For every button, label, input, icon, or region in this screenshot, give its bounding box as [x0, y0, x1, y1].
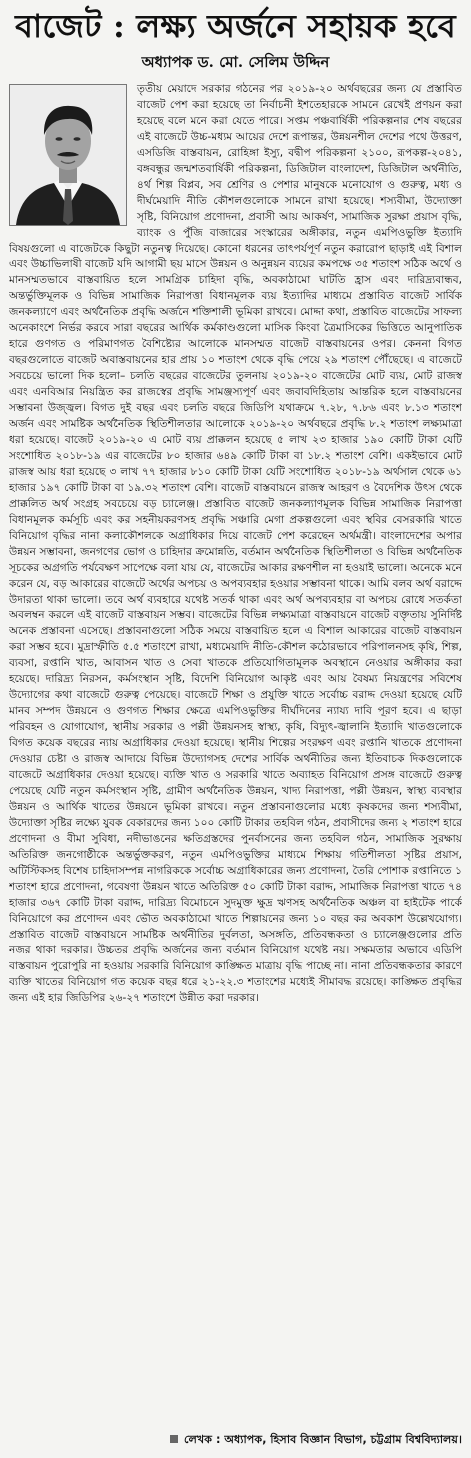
author-byline: অধ্যাপক ড. মো. সেলিম উদ্দিন [141, 53, 330, 71]
author-credit-text: লেখক : অধ্যাপক, হিসাব বিজ্ঞান বিভাগ, চট্টগ্রাম বিশ্ববিদ্যালয়। [184, 1433, 462, 1446]
author-credit-line [9, 1432, 462, 1448]
article-body-text: তৃতীয় মেয়াদে সরকার গঠনের পর ২০১৯-২০ অর্থবছরের জন্য যে প্রস্তাবিত বাজেট পেশ করা হয়েছে তা নির্বাচনী ইশতেহারকে সামনে রেখেই প্রণয়ন করা হয়েছে বলে মনে করা যেতে পারে। সপ্তম পঞ্চবার্ষিকী পরিকল্পনার শেষ বছরের এই বাজেটে উচ্চ-মধ্যম আয়ের দেশে রূপান্তর, উন্নয়নশীল দেশের পথে উত্তরণ, এসডিজি বাস্তবায়ন, রোহিঙ্গা ইস্যু, বদ্বীপ পরিকল্পনা ২১০০, রূপকল্প-২০৪১, বঙ্গবন্ধুর জন্মশতবার্ষিকী পরিকল্পনা, ডিজিটাল বাংলাদেশ, ডিজিটাল অর্থনীতি, ৪র্থ শিল্প বিপ্লব, সব শ্রেণির ও পেশার মানুষকে মনোযোগ ও গুরুত্ব, মধ্য ও দীর্ঘমেয়াদি নীতি কৌশলগুলোকে সামনে রাখা হয়েছে। শস্যবীমা, উদ্যোক্তা সৃষ্টি, বিনিয়োগ প্রণোদনা, প্রবাসী আয় আকর্ষণ, সামাজিক সুরক্ষা প্রয়াস বৃদ্ধি, ব্যাংক ও পুঁজি বাজারের সংস্কারের অঙ্গীকার, নতুন এমপিওভুক্তি ইত্যাদি বিষয়গুলো এ বাজেটকে কিছুটা নতুনত্ব দিয়েছে। কোনো ধরনের তাৎপর্যপূর্ণ নতুন করারোপ ছাড়াই এই বিশাল এবং উচ্চাভিলাষী বাজেট যদি আগামী ছয় মাসে উন্নয়ন ও অনুন্নয়ন ব্যয়ের কমপক্ষে ৩৫ শতাংশ সঠিক অর্থে ও মানসম্মতভাবে বাস্তবায়িত হলে সামগ্রিক চাহিদা বৃদ্ধি, অবকাঠামো ঘাটতি হ্রাস এবং দারিদ্র্যবান্ধব, অন্তর্ভুক্তিমূলক ও বিভিন্ন সামাজিক নিরাপত্তা বিধানমূলক ব্যয় ইত্যাদির মাধ্যমে প্রস্তাবিত বাজেট সার্বিক জনকল্যাণে এবং অর্থনৈতিক প্রবৃদ্ধি অর্জনে শক্তিশালী ভূমিকা রাখবে। মোদ্দা কথা, প্রস্তাবিত বাজেটের সাফল্য অনেকাংশে নির্ভর করবে সারা বছরের আর্থিক কর্মকাণ্ডগুলো মাসিক কিংবা ত্রৈমাসিকের ভিত্তিতে আনুপাতিক হারে গুণগত ও পরিমাণগত বৈশিষ্ট্যের আলোকে মানসম্মত বাজেট বাস্তবায়নের ওপর। কেননা বিগত বছরগুলোতে বাজেট অবাস্তবায়নের হার প্রায় ১০ শতাংশ থেকে বৃদ্ধি পেয়ে ২৯ শতাংশ পৌঁছেছে। এ বাজেটে সবচেয়ে ভালো দিক হলো– চলতি বছরের বাজেটের তুলনায় ২০১৯-২০ বাজেটের মোট ব্যয়, মোট রাজস্ব এবং এনবিআর নিয়ন্ত্রিত কর রাজস্বের প্রবৃদ্ধি সামঞ্জস্যপূর্ণ এবং জবাবদিহিতায় আন্তরিক হলে বাস্তবায়নের সম্ভাবনা উজ্জ্বল। বিগত দুই বছর এবং চলতি বছরে জিডিপি যথাক্রমে ৭.২৮, ৭.৮৬ এবং ৮.১৩ শতাংশ অর্জন এবং সামষ্টিক অর্থনৈতিক স্থিতিশীলতার আলোকে ২০১৯-২০ অর্থবছরে প্রবৃদ্ধি ৮.২ শতাংশ লক্ষ্যমাত্রা ধরা হয়েছে। বাজেট ২০১৯-২০ এ মোট ব্যয় প্রাক্কলন হয়েছে ৫ লাখ ২৩ হাজার ১৯০ কোটি টাকা যেটি সংশোধিত ২০১৮-১৯ এর বাজেটের ৮০ হাজার ৬৪৯ কোটি টাকা বা ১৮.২ শতাংশ বেশি। একইভাবে মোট রাজস্ব আয় ধরা হয়েছে ৩ লাখ ৭৭ হাজার ৮১০ কোটি টাকা যেটি সংশোধিত ২০১৮-১৯ অর্থসাল থেকে ৬১ হাজার ১৯৭ কোটি টাকা বা ১৯.৩২ শতাংশ বেশি। বাজেট বাস্তবায়নে রাজস্ব আহরণ ও বৈদেশিক উৎস থেকে প্রাক্কলিত অর্থ সংগ্রহ সবচেয়ে বড় চ্যালেঞ্জ। প্রস্তাবিত বাজেট জনকল্যাণমূলক বিভিন্ন সামাজিক নিরাপত্তা বিধানমূলক কর্মসূচি এবং কর সহনীয়করণসহ প্রবৃদ্ধি সঞ্চারি মেগা প্রকল্পগুলো এবং স্থবির বেসরকারি খাতে বিনিয়োগ বৃদ্ধির নানা কলাকৌশলকে অগ্রাধিকার দিয়ে বাজেট পেশ করেছেন অর্থমন্ত্রী। বাংলাদেশের অপার উন্নয়ন সম্ভাবনা, জনগণের ভোগ ও চাহিদার ক্রমোন্নতি, বর্তমান অর্থনৈতিক স্থিতিশীলতা ও বিভিন্ন অর্থনৈতিক সূচকের অগ্রগতি পর্যবেক্ষণ সাপেক্ষে বলা যায় যে, বাজেটের আকার রক্ষণশীল না হওয়াই ভালো। অনেকে মনে করেন যে, বড় আকারের বাজেটে অর্থের অপচয় ও অপব্যবহার হওয়ার সম্ভাবনা থাকে। আমি বলব অর্থ বরাদ্দে উদারতা থাকা ভালো। তবে অর্থ ব্যবহারে যথেষ্ট সতর্ক থাকা এবং অর্থ অপব্যবহার বা অপচয় রোধে সতর্কতা অবলম্বন করলে এই বাজেট বাস্তবায়ন সম্ভব। বাজেটের বিভিন্ন লক্ষ্যমাত্রা বাস্তবায়নে বাজেট বক্তৃতায় সুনির্দিষ্ট অনেক প্রস্তাবনা এসেছে। প্রস্তাবনাগুলো সঠিক সময়ে বাস্তবায়িত হলে এ বিশাল আকারের বাজেট বাস্তবায়ন করা সম্ভব হবে। মুদ্রাস্ফীতি ৫.৫ শতাংশে রাখা, মধ্যমেয়াদি নীতি-কৌশল কঠোরভাবে পরিপালনসহ কৃষি, শিল্প, ব্যবসা, রপ্তানি খাত, আবাসন খাত ও সেবা খাতকে প্রতিযোগিতামূলক অবস্থানে নেওয়ার অঙ্গীকার করা হয়েছে। দারিদ্র্য নিরসন, কর্মসংস্থান সৃষ্টি, বিদেশি বিনিয়োগ আকৃষ্ট এবং আয় বৈষম্য নিয়ন্ত্রণের সবিশেষ উদ্যোগের কথা বাজেটে গুরুত্ব পেয়েছে। বাজেটে শিক্ষা ও প্রযুক্তি খাতে সর্বোচ্চ বরাদ্দ দেওয়া হয়েছে যেটি মানব সম্পদ উন্নয়নে ও গুণগত শিক্ষার ক্ষেত্রে এমপিওভুক্তির দীর্ঘদিনের ন্যায্য দাবি পূরণ হবে। এ ছাড়া পরিবহন ও যোগাযোগ, স্থানীয় সরকার ও পল্লী উন্নয়নসহ স্বাস্থ্য, কৃষি, বিদ্যুৎ-জ্বালানি ইত্যাদি খাতগুলোকে বিগত কয়েক বছরের ন্যায় অগ্রাধিকার দেওয়া হয়েছে। স্থানীয় শিল্পের সংরক্ষণ এবং রপ্তানি খাতকে প্রণোদনা দেওয়ার চেষ্টা ও রাজস্ব আদায়ে বিভিন্ন উদ্যোগসহ দেশের সার্বিক অর্থনীতির জন্য ইতিবাচক দিকগুলোকে বাজেটে অগ্রাধিকার দেওয়া হয়েছে। ব্যক্তি খাত ও সরকারি খাতে অব্যাহত বিনিয়োগ প্রসঙ্গ বাজেটে গুরুত্ব পেয়েছে যেটি নতুন কর্মসংস্থান সৃষ্টি, গ্রামীণ অর্থনৈতিক উন্নয়ন, খাদ্য নিরাপত্তা, পল্লী উন্নয়ন, স্বাস্থ্য ব্যবস্থার উন্নয়ন ও আর্থিক খাতের উন্নয়নে ভূমিকা রাখবে। নতুন প্রস্তাবনাগুলোর মধ্যে কৃষকদের জন্য শস্যবীমা, উদ্যোক্তা সৃষ্টির লক্ষ্যে যুবক বেকারদের জন্য ১০০ কোটি টাকার তহবিল গঠন, প্রবাসীদের জন্য ২ শতাংশ হারে প্রণোদনা ও বীমা সুবিধা, নদীভাঙনের ক্ষতিগ্রস্তদের পুনর্বাসনের জন্য তহবিল গঠন, সামাজিক সুরক্ষায় অতিরিক্ত জনগোষ্ঠীকে অন্তর্ভুক্তকরণ, নতুন এমপিওভুক্তির মাধ্যমে শিক্ষায় গতিশীলতা সৃষ্টির প্রয়াস, অটিস্টিকসহ বিশেষ চাহিদাসম্পন্ন নাগরিককে সর্বোচ্চ অগ্রাধিকারের জন্য প্রণোদনা, তৈরি পোশাক রপ্তানিতে ১ শতাংশ হারে প্রণোদনা, গবেষণা উন্নয়ন খাতে অতিরিক্ত ৫০ কোটি টাকা বরাদ্দ, সামাজিক নিরাপত্তা খাতে ৭৪ হাজার ৩৬৭ কোটি টাকা বরাদ্দ, দারিদ্র্য বিমোচনে সুদমুক্ত ক্ষুদ্র ঋণসহ অর্থনৈতিক অঞ্চল বা হাইটেক পার্কে বিনিয়োগে কর প্রণোদন এবং ভৌত অবকাঠামো খাতে শিল্পায়নের জন্য ১০ বছর কর অবকাশ উল্লেখযোগ্য। প্রস্তাবিত বাজেট বাস্তবায়নে সামষ্টিক অর্থনীতির দুর্বলতা, অসঙ্গতি, প্রতিবন্ধকতা ও চ্যালেঞ্জগুলোর প্রতি নজর থাকা দরকার। উচ্চতর প্রবৃদ্ধি অর্জনের জন্য বর্তমান বিনিয়োগ যথেষ্ট নয়। সক্ষমতার অভাবে এডিপি বাস্তবায়ন পুরোপুরি না হওয়ায় সরকারি বিনিয়োগ কাঙ্ক্ষিত মাত্রায় বৃদ্ধি পাচ্ছে না। নানা প্রতিবন্ধকতার কারণে ব্যক্তি খাতের বিনিয়োগ গত কয়েক বছর ধরে ২১-২২.৩ শতাংশের মধ্যেই সীমাবদ্ধ রয়েছে। কাঙ্ক্ষিত প্রবৃদ্ধির জন্য এই হার জিডিপির ২৬-২৭ শতাংশে উন্নীত করা দরকার। [9, 83, 462, 1005]
author-portrait-image [10, 85, 126, 225]
author-photo [9, 84, 127, 226]
article-headline: বাজেট : লক্ষ্য অর্জনে সহায়ক হবে [15, 7, 456, 45]
bullet-square-icon [170, 1435, 178, 1443]
article-body-column [9, 82, 462, 1372]
